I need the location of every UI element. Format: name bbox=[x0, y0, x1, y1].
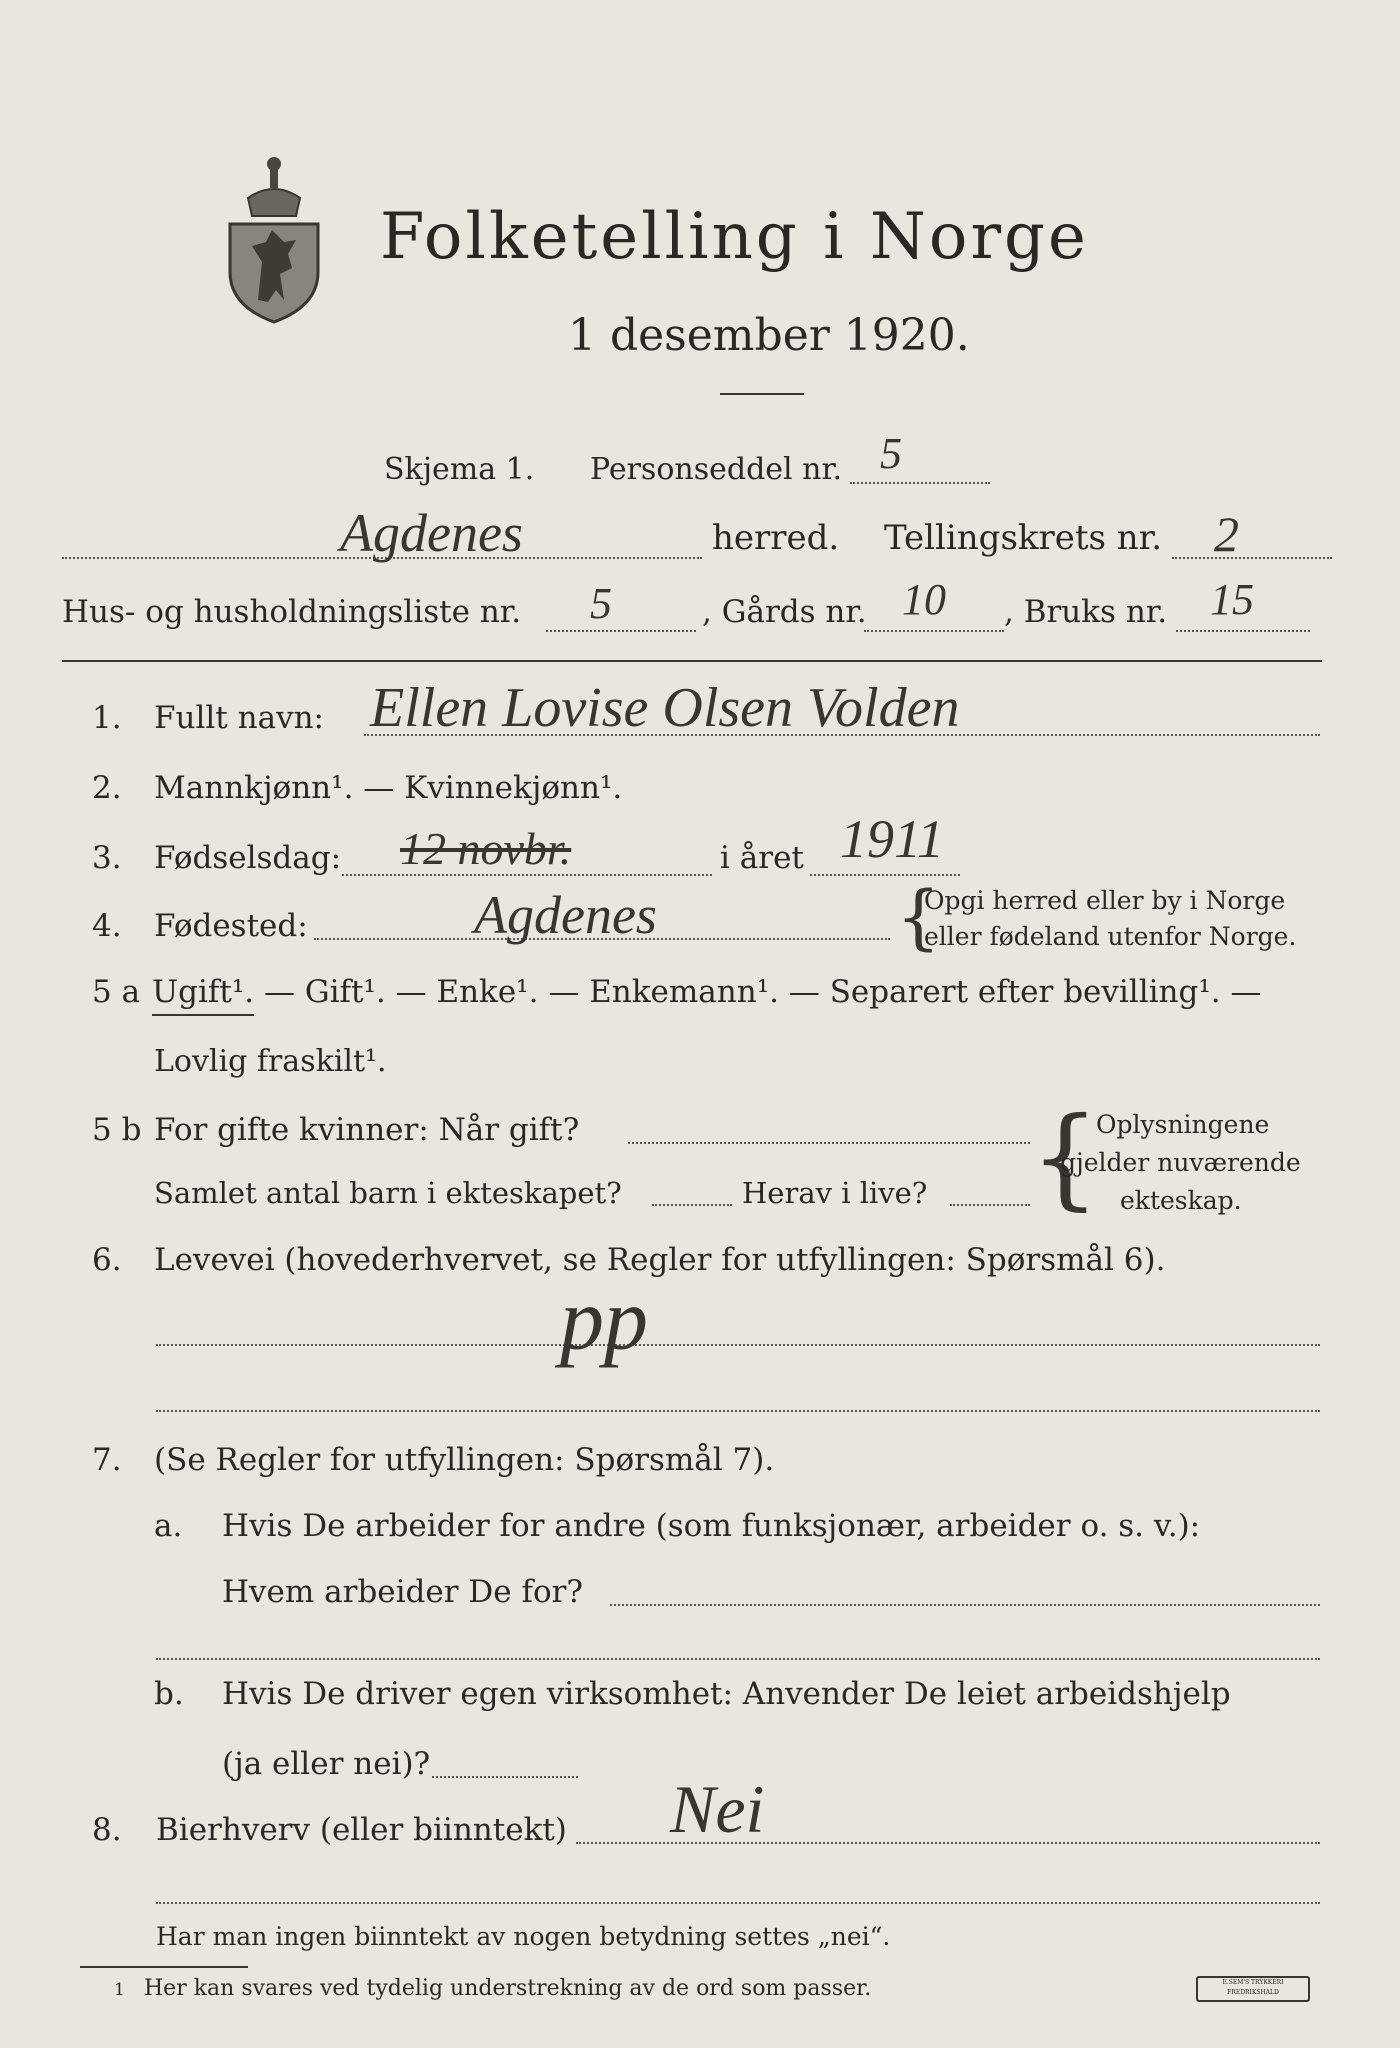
marital-options: — Gift¹. — Enke¹. — Enkemann¹. — Separert efter bevilling¹. — bbox=[264, 974, 1262, 1010]
q4-label: Fødested: bbox=[154, 908, 308, 944]
side-income-value[interactable]: Nei bbox=[670, 1771, 765, 1847]
q7-label: (Se Regler for utfyllingen: Spørsmål 7). bbox=[154, 1442, 775, 1478]
title-divider bbox=[720, 393, 804, 395]
q6-label: Levevei (hovederhvervet, se Regler for utfyllingen: Spørsmål 6). bbox=[154, 1242, 1166, 1278]
children-line bbox=[652, 1204, 732, 1206]
ugift-option[interactable]: Ugift¹. bbox=[152, 974, 254, 1016]
q4-note-line2: eller fødeland utenfor Norge. bbox=[924, 922, 1297, 951]
q5b-note-line2: gjelder nuværende bbox=[1060, 1148, 1301, 1177]
gender-options: Mannkjønn¹. — Kvinnekjønn¹. bbox=[154, 770, 623, 806]
personseddel-label: Personseddel nr. bbox=[590, 452, 843, 487]
nei-note: Har man ingen biinntekt av nogen betydning settes „nei“. bbox=[156, 1922, 891, 1951]
occupation-value[interactable]: pp bbox=[560, 1272, 648, 1369]
q1-number: 1. bbox=[92, 700, 122, 736]
personseddel-value[interactable]: 5 bbox=[880, 429, 902, 478]
census-date: 1 desember 1920. bbox=[568, 310, 970, 361]
q7a-text2: Hvem arbeider De for? bbox=[222, 1574, 584, 1610]
footnote-rule bbox=[80, 1966, 248, 1968]
personseddel-line bbox=[850, 482, 990, 484]
printer-stamp bbox=[1196, 1976, 1310, 2002]
husliste-value[interactable]: 5 bbox=[590, 579, 612, 628]
marital-options-line2: Lovlig fraskilt¹. bbox=[154, 1044, 387, 1079]
q3-label: Fødselsdag: bbox=[154, 840, 342, 876]
q2-number: 2. bbox=[92, 770, 122, 806]
q5b-label: For gifte kvinner: Når gift? bbox=[154, 1112, 580, 1148]
q8-label: Bierhverv (eller biinntekt) bbox=[156, 1812, 567, 1848]
children-label: Samlet antal barn i ekteskapet? bbox=[154, 1176, 622, 1210]
q5b-brace: { bbox=[1030, 1093, 1100, 1221]
herred-value[interactable]: Agdenes bbox=[340, 503, 523, 563]
q5b-note-line3: ekteskap. bbox=[1120, 1186, 1242, 1215]
alive-line bbox=[950, 1204, 1030, 1206]
hired-help-line bbox=[432, 1776, 578, 1778]
birthplace-value[interactable]: Agdenes bbox=[474, 885, 657, 945]
footnote-mark: 1 bbox=[114, 1980, 125, 2000]
tellingskrets-line bbox=[1172, 557, 1332, 559]
q7b-letter: b. bbox=[154, 1676, 184, 1712]
gards-line bbox=[864, 630, 1004, 632]
page-title: Folketelling i Norge bbox=[380, 200, 1089, 274]
herred-label: herred. bbox=[712, 518, 840, 558]
husliste-label: Hus- og husholdningsliste nr. bbox=[62, 594, 522, 630]
skjema-label: Skjema 1. bbox=[384, 452, 535, 487]
q7a-letter: a. bbox=[154, 1508, 183, 1544]
full-name-value[interactable]: Ellen Lovise Olsen Volden bbox=[370, 677, 960, 739]
q1-label: Fullt navn: bbox=[154, 700, 324, 736]
q7a-text: Hvis De arbeider for andre (som funksjonær, arbeider o. s. v.): bbox=[222, 1508, 1201, 1544]
occupation-line-2 bbox=[156, 1410, 1320, 1412]
q4-number: 4. bbox=[92, 908, 122, 944]
q8-number: 8. bbox=[92, 1812, 122, 1848]
husliste-line bbox=[546, 630, 696, 632]
occupation-line-1 bbox=[156, 1344, 1320, 1346]
bruks-value[interactable]: 15 bbox=[1210, 575, 1254, 624]
q7b-text: Hvis De driver egen virksomhet: Anvender De leiet arbeidshjelp bbox=[222, 1676, 1231, 1712]
year-label: i året bbox=[720, 840, 804, 876]
side-income-line-2 bbox=[156, 1902, 1320, 1904]
q5b-note-line1: Oplysningene bbox=[1096, 1110, 1270, 1139]
employer-line-2 bbox=[156, 1658, 1320, 1660]
bruks-line bbox=[1176, 630, 1310, 632]
bruks-label: , Bruks nr. bbox=[1004, 594, 1168, 630]
q3-number: 3. bbox=[92, 840, 122, 876]
alive-label: Herav i live? bbox=[742, 1176, 928, 1210]
gards-value[interactable]: 10 bbox=[902, 575, 946, 624]
employer-line bbox=[610, 1604, 1320, 1606]
birth-year-value[interactable]: 1911 bbox=[840, 809, 944, 869]
gards-label: , Gårds nr. bbox=[702, 594, 867, 630]
married-date-line bbox=[628, 1142, 1030, 1144]
tellingskrets-label: Tellingskrets nr. bbox=[884, 518, 1163, 558]
section-separator bbox=[62, 660, 1322, 662]
q7-number: 7. bbox=[92, 1442, 122, 1478]
birthday-value[interactable]: 12 novbr. bbox=[400, 823, 572, 874]
printer-stamp-text: E.SEM'S TRYKKERI FREDRIKSHALD bbox=[1222, 1979, 1284, 1996]
q4-note-line1: Opgi herred eller by i Norge bbox=[924, 886, 1286, 915]
q6-number: 6. bbox=[92, 1242, 122, 1278]
q4-brace: { bbox=[896, 876, 941, 958]
q5b-number: 5 b bbox=[92, 1112, 142, 1148]
q7b-text2: (ja eller nei)? bbox=[222, 1746, 431, 1782]
q5a-number: 5 a bbox=[92, 974, 141, 1010]
tellingskrets-value[interactable]: 2 bbox=[1214, 506, 1239, 562]
footnote-text: Her kan svares ved tydelig understrekning av de ord som passer. bbox=[144, 1976, 872, 2001]
coat-of-arms-icon bbox=[218, 150, 330, 325]
